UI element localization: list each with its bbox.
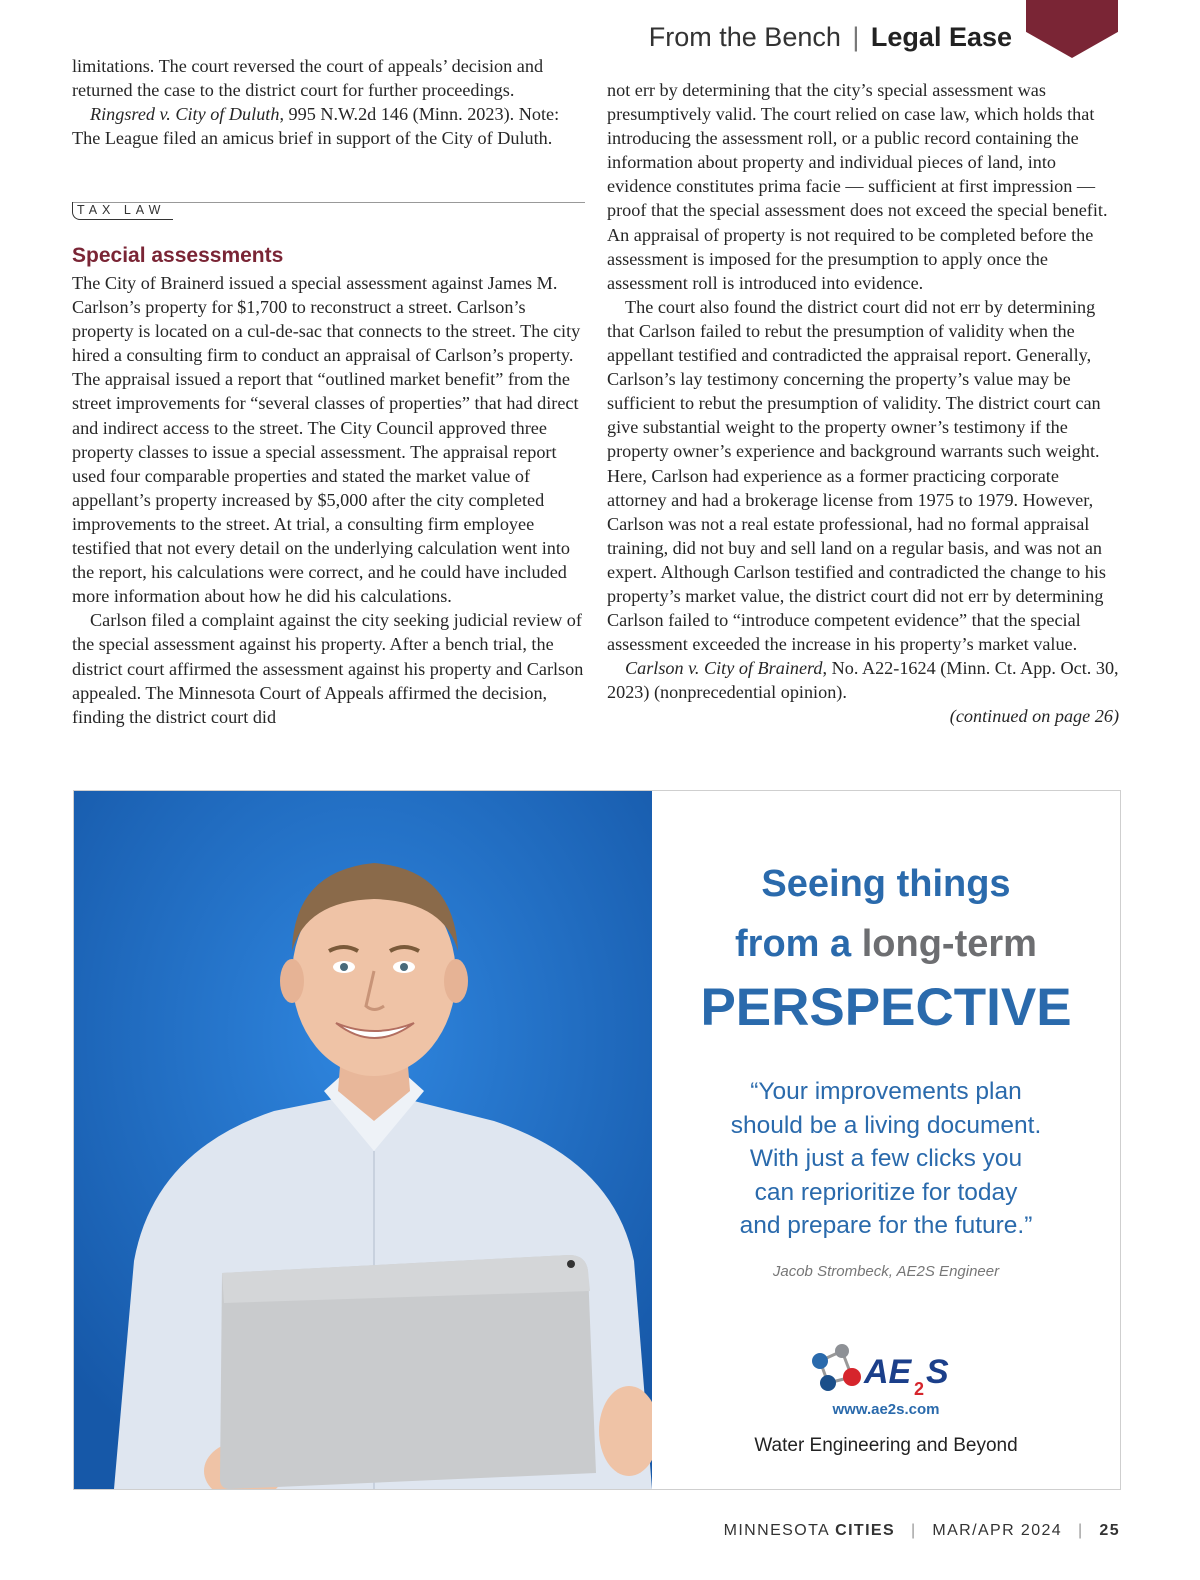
continued-note: (continued on page 26) [949, 706, 1119, 727]
case-name: Ringsred v. City of Duluth [90, 104, 280, 125]
case-name: Carlson v. City of Brainerd [625, 658, 823, 679]
header-tab-decoration [1026, 0, 1118, 58]
citation-text: , 995 N.W.2d 146 (Minn. 2023). Note: The League filed an amicus brief in support of the City of Duluth. [72, 104, 560, 149]
citation-text: , No. A22-1624 (Minn. Ct. App. Oct. 30, 2023) (nonprecedential opinion). [607, 658, 1119, 703]
ad-headline-line-3: PERSPECTIVE [700, 978, 1072, 1037]
ad-copy [652, 791, 1120, 1489]
svg-text:S: S [926, 1353, 949, 1391]
ad-quote-attribution: Jacob Strombeck, AE2S Engineer [772, 1263, 1000, 1280]
paragraph: Carlson filed a complaint against the city seeking judicial review of the special assessment against his property. After a bench trial, the district court affirmed the assessment against his property and Carlson appealed. The Minnesota Court of Appeals affirmed the decision, finding the district court did [72, 610, 584, 727]
magazine-name-1: MINNESOTA [723, 1522, 830, 1539]
paragraph: limitations. The court reversed the court of appeals’ decision and returned the case to the district court for further proceedings. [72, 56, 544, 101]
running-header [649, 22, 1012, 53]
right-column [607, 78, 1119, 729]
article-heading: Special assessments [72, 244, 284, 267]
header-separator: | [852, 22, 860, 52]
ae2s-logo-icon [802, 1341, 972, 1397]
paragraph: not err by determining that the city’s special assessment was presumptively valid. The court relied on case law, which holds that introducing the assessment roll, or a public record containing the information about property and individual pieces of land, into evidence constitutes prima facie — sufficient at first impression — proof that the special assessment does not exceed the special benefit. An appraisal of property is not required to be completed before the assessment is imposed for the presumption to apply once the assessment roll is introduced into evidence. [607, 80, 1108, 293]
citation-carlson [607, 656, 1119, 704]
page-number: 25 [1099, 1522, 1120, 1539]
ad-quote: “Your improvements plan should be a living document. With just a few clicks you can reprioritize for today and prepare for the future.” [730, 1078, 1042, 1239]
magazine-name-2: CITIES [835, 1522, 896, 1539]
header-column-title: Legal Ease [870, 22, 1012, 52]
left-column [72, 54, 586, 150]
ad-headline-line-1: Seeing things [761, 863, 1011, 905]
advertisement [73, 790, 1121, 1490]
svg-text:2: 2 [914, 1379, 925, 1397]
paragraph: The City of Brainerd issued a special assessment against James M. Carlson’s property for $1,700 to reconstruct a street. Carlson’s property is located on a cul-de-sac that connects to the street. The city hired a consulting firm to conduct an appraisal of Carlson’s property. The appraisal issued a report that “outlined market benefit” from the street improvements for “several classes of properties” that had direct and indirect access to the street. The City Council approved three property classes to issue a special assessment. The appraisal report used four comparable properties and stated the market value of appellant’s property increased by $5,000 after the city completed improvements to the street. At trial, a consulting firm employee testified that not every detail on the underlying calculation went into the report, his calculations were correct, and he could have included more information about how he did his calculations. [72, 273, 581, 607]
left-column-article [72, 271, 586, 729]
header-section: From the Bench [648, 22, 841, 52]
ad-tagline: Water Engineering and Beyond [754, 1435, 1018, 1456]
citation-ringsred [72, 102, 586, 150]
ad-website-link[interactable]: www.ae2s.com [832, 1401, 940, 1418]
svg-text:AE: AE [864, 1353, 912, 1391]
person-with-laptop-illustration [74, 791, 652, 1489]
issue-date: MAR/APR 2024 [932, 1522, 1063, 1539]
ad-headline-line-2: from a long-term [735, 923, 1037, 965]
page-footer: MINNESOTA CITIES | MAR/APR 2024 | 25 [723, 1522, 1120, 1539]
section-label-tax-law: TAX LAW [72, 202, 173, 220]
ad-photo-engineer [74, 791, 652, 1489]
paragraph: The court also found the district court did not err by determining that Carlson failed to rebut the presumption of validity when the appellant testified and contradicted the appraisal report. Generally, Carlson’s lay testimony concerning the property’s value may be sufficient to rebut the presumption of validity. The district court can give substantial weight to the property owner’s testimony if the property owner’s experience and background warrants such weight. Here, Carlson had experience as a former practicing corporate attorney and had a brokerage license from 1975 to 1979. However, Carlson was not a real estate professional, had no formal appraisal training, did not buy and sell land on a regular basis, and was not an expert. Although Carlson testified and contradicted the change to his property’s market value, the district court did not err by determining Carlson failed to “introduce competent evidence” that the special assessment exceeded the increase in his property’s market value. [607, 296, 1107, 655]
